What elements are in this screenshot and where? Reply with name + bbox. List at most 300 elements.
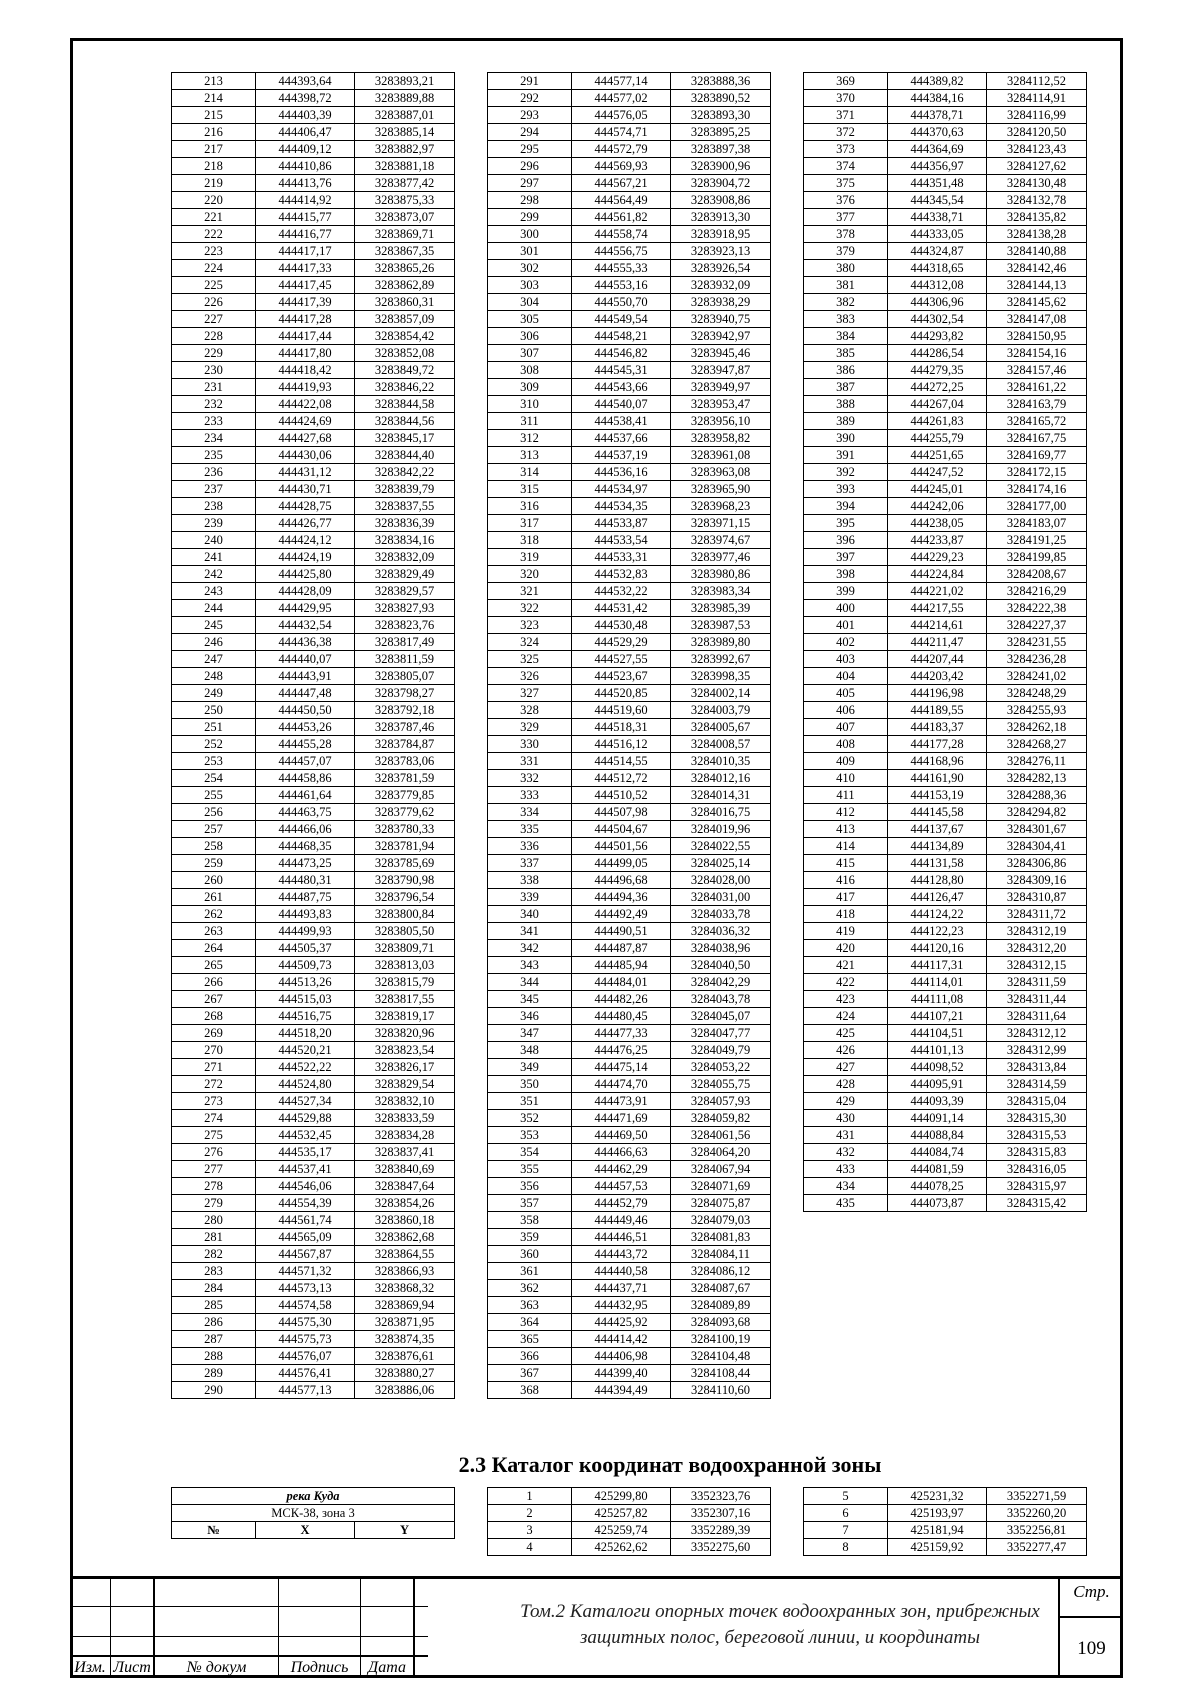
- y-coordinate: 3284301,67: [987, 821, 1087, 838]
- x-coordinate: 444455,28: [256, 736, 355, 753]
- y-coordinate: 3284057,93: [671, 1093, 771, 1110]
- x-coordinate: 444091,14: [888, 1110, 987, 1127]
- x-coordinate: 444095,91: [888, 1076, 987, 1093]
- point-number: 388: [804, 396, 888, 413]
- x-coordinate: 444425,80: [256, 566, 355, 583]
- y-coordinate: 3284304,41: [987, 838, 1087, 855]
- point-number: 311: [488, 413, 572, 430]
- table-row: [488, 668, 771, 685]
- point-number: 366: [488, 1348, 572, 1365]
- table-row: [804, 1042, 1087, 1059]
- x-coordinate: 444524,80: [256, 1076, 355, 1093]
- point-number: 242: [172, 566, 256, 583]
- x-coordinate: 444436,38: [256, 634, 355, 651]
- x-coordinate: 444519,60: [572, 702, 671, 719]
- y-coordinate: 3283844,56: [355, 413, 455, 430]
- y-coordinate: 3283792,18: [355, 702, 455, 719]
- point-number: 8: [804, 1539, 888, 1556]
- point-number: 320: [488, 566, 572, 583]
- table-row: [172, 362, 455, 379]
- x-coordinate: 444153,19: [888, 787, 987, 804]
- y-coordinate: 3283945,46: [671, 345, 771, 362]
- table-row: [488, 1161, 771, 1178]
- table-row: [172, 1212, 455, 1229]
- table-row: [804, 770, 1087, 787]
- point-number: 367: [488, 1365, 572, 1382]
- point-number: 302: [488, 260, 572, 277]
- point-number: 289: [172, 1365, 256, 1382]
- point-number: 219: [172, 175, 256, 192]
- column-header-number: №: [172, 1522, 256, 1539]
- point-number: 218: [172, 158, 256, 175]
- x-coordinate: 444429,95: [256, 600, 355, 617]
- x-coordinate: 444452,79: [572, 1195, 671, 1212]
- title-block: [70, 1576, 1123, 1678]
- table-row: [804, 719, 1087, 736]
- point-number: 307: [488, 345, 572, 362]
- x-coordinate: 444406,98: [572, 1348, 671, 1365]
- y-coordinate: 3284161,22: [987, 379, 1087, 396]
- point-number: 358: [488, 1212, 572, 1229]
- table-row: [804, 923, 1087, 940]
- table-row: [804, 651, 1087, 668]
- point-number: 435: [804, 1195, 888, 1212]
- y-coordinate: 3283834,16: [355, 532, 455, 549]
- point-number: 392: [804, 464, 888, 481]
- table-row: [488, 107, 771, 124]
- point-number: 334: [488, 804, 572, 821]
- x-coordinate: 444107,21: [888, 1008, 987, 1025]
- x-coordinate: 444410,86: [256, 158, 355, 175]
- x-coordinate: 444417,45: [256, 277, 355, 294]
- x-coordinate: 444247,52: [888, 464, 987, 481]
- y-coordinate: 3352307,16: [671, 1505, 771, 1522]
- table-row: [172, 821, 455, 838]
- table-row: [488, 804, 771, 821]
- point-number: 223: [172, 243, 256, 260]
- y-coordinate: 3283877,42: [355, 175, 455, 192]
- point-number: 262: [172, 906, 256, 923]
- point-number: 321: [488, 583, 572, 600]
- point-number: 329: [488, 719, 572, 736]
- table-row: [804, 294, 1087, 311]
- table-row: [488, 957, 771, 974]
- table-row: [488, 124, 771, 141]
- page-number: 109: [1077, 1638, 1106, 1659]
- table-row: [172, 1110, 455, 1127]
- point-number: 410: [804, 770, 888, 787]
- point-number: 310: [488, 396, 572, 413]
- y-coordinate: 3283942,97: [671, 328, 771, 345]
- y-coordinate: 3283897,38: [671, 141, 771, 158]
- table-row: [172, 549, 455, 566]
- table-row: [488, 1110, 771, 1127]
- y-coordinate: 3284310,87: [987, 889, 1087, 906]
- y-coordinate: 3283817,55: [355, 991, 455, 1008]
- point-number: 372: [804, 124, 888, 141]
- table-row: [172, 277, 455, 294]
- table-row: [488, 260, 771, 277]
- point-number: 416: [804, 872, 888, 889]
- y-coordinate: 3283974,67: [671, 532, 771, 549]
- stamp-label-date: Дата: [368, 1659, 406, 1676]
- y-coordinate: 3283947,87: [671, 362, 771, 379]
- point-number: 288: [172, 1348, 256, 1365]
- x-coordinate: 444214,61: [888, 617, 987, 634]
- x-coordinate: 444561,82: [572, 209, 671, 226]
- y-coordinate: 3283953,47: [671, 396, 771, 413]
- y-coordinate: 3283888,36: [671, 73, 771, 90]
- table-row: [804, 940, 1087, 957]
- y-coordinate: 3284012,16: [671, 770, 771, 787]
- table-row: [172, 464, 455, 481]
- y-coordinate: 3284216,29: [987, 583, 1087, 600]
- table-row: [172, 90, 455, 107]
- point-number: 412: [804, 804, 888, 821]
- point-number: 2: [488, 1505, 572, 1522]
- y-coordinate: 3284314,59: [987, 1076, 1087, 1093]
- x-coordinate: 444529,88: [256, 1110, 355, 1127]
- x-coordinate: 444417,17: [256, 243, 355, 260]
- table-row: [172, 345, 455, 362]
- table-row: [804, 702, 1087, 719]
- table-row: [172, 855, 455, 872]
- point-number: 213: [172, 73, 256, 90]
- point-number: 281: [172, 1229, 256, 1246]
- point-number: 357: [488, 1195, 572, 1212]
- x-coordinate: 444471,69: [572, 1110, 671, 1127]
- y-coordinate: 3284028,00: [671, 872, 771, 889]
- point-number: 245: [172, 617, 256, 634]
- x-coordinate: 444416,77: [256, 226, 355, 243]
- table-row: [172, 923, 455, 940]
- table-row: [488, 1042, 771, 1059]
- point-number: 236: [172, 464, 256, 481]
- table-row: [488, 498, 771, 515]
- x-coordinate: 444425,92: [572, 1314, 671, 1331]
- x-coordinate: 444406,47: [256, 124, 355, 141]
- x-coordinate: 444480,31: [256, 872, 355, 889]
- x-coordinate: 444499,05: [572, 855, 671, 872]
- point-number: 368: [488, 1382, 572, 1399]
- y-coordinate: 3284222,38: [987, 600, 1087, 617]
- table-row: [172, 974, 455, 991]
- point-number: 404: [804, 668, 888, 685]
- point-number: 318: [488, 532, 572, 549]
- table-row: [172, 1365, 455, 1382]
- table-row: [172, 940, 455, 957]
- table-row: [488, 413, 771, 430]
- table-row: [488, 1229, 771, 1246]
- x-coordinate: 444469,50: [572, 1127, 671, 1144]
- y-coordinate: 3283829,49: [355, 566, 455, 583]
- table-row: [488, 209, 771, 226]
- y-coordinate: 3284061,56: [671, 1127, 771, 1144]
- point-number: 283: [172, 1263, 256, 1280]
- y-coordinate: 3284019,96: [671, 821, 771, 838]
- point-number: 229: [172, 345, 256, 362]
- table-row: [488, 294, 771, 311]
- y-coordinate: 3283852,08: [355, 345, 455, 362]
- point-number: 234: [172, 430, 256, 447]
- table-row: [488, 1093, 771, 1110]
- point-number: 313: [488, 447, 572, 464]
- y-coordinate: 3284227,37: [987, 617, 1087, 634]
- point-number: 419: [804, 923, 888, 940]
- point-number: 314: [488, 464, 572, 481]
- coordinate-system: МСК-38, зона 3: [172, 1505, 455, 1522]
- table-row: [172, 566, 455, 583]
- y-coordinate: 3284315,42: [987, 1195, 1087, 1212]
- point-number: 406: [804, 702, 888, 719]
- point-number: 247: [172, 651, 256, 668]
- x-coordinate: 444221,02: [888, 583, 987, 600]
- point-number: 331: [488, 753, 572, 770]
- x-coordinate: 444430,06: [256, 447, 355, 464]
- table-row: [488, 532, 771, 549]
- table-row: [172, 158, 455, 175]
- x-coordinate: 425193,97: [888, 1505, 987, 1522]
- point-number: 244: [172, 600, 256, 617]
- table-row: [488, 328, 771, 345]
- point-number: 418: [804, 906, 888, 923]
- x-coordinate: 425257,82: [572, 1505, 671, 1522]
- y-coordinate: 3284071,69: [671, 1178, 771, 1195]
- point-number: 382: [804, 294, 888, 311]
- y-coordinate: 3284042,29: [671, 974, 771, 991]
- y-coordinate: 3283798,27: [355, 685, 455, 702]
- y-coordinate: 3284294,82: [987, 804, 1087, 821]
- point-number: 431: [804, 1127, 888, 1144]
- y-coordinate: 3283938,29: [671, 294, 771, 311]
- point-number: 5: [804, 1488, 888, 1505]
- y-coordinate: 3284031,00: [671, 889, 771, 906]
- y-coordinate: 3283826,17: [355, 1059, 455, 1076]
- x-coordinate: 444553,16: [572, 277, 671, 294]
- water-zone-table-1: [487, 1487, 771, 1556]
- x-coordinate: 444409,12: [256, 141, 355, 158]
- table-row: [172, 1331, 455, 1348]
- y-coordinate: 3283869,71: [355, 226, 455, 243]
- y-coordinate: 3283965,90: [671, 481, 771, 498]
- point-number: 417: [804, 889, 888, 906]
- y-coordinate: 3284112,52: [987, 73, 1087, 90]
- point-number: 400: [804, 600, 888, 617]
- point-number: 401: [804, 617, 888, 634]
- x-coordinate: 444474,70: [572, 1076, 671, 1093]
- x-coordinate: 444351,48: [888, 175, 987, 192]
- y-coordinate: 3284093,68: [671, 1314, 771, 1331]
- y-coordinate: 3284177,00: [987, 498, 1087, 515]
- point-number: 299: [488, 209, 572, 226]
- y-coordinate: 3284276,11: [987, 753, 1087, 770]
- x-coordinate: 444261,83: [888, 413, 987, 430]
- point-number: 3: [488, 1522, 572, 1539]
- point-number: 221: [172, 209, 256, 226]
- y-coordinate: 3283854,42: [355, 328, 455, 345]
- y-coordinate: 3284120,50: [987, 124, 1087, 141]
- x-coordinate: 444393,64: [256, 73, 355, 90]
- point-number: 346: [488, 1008, 572, 1025]
- y-coordinate: 3283926,54: [671, 260, 771, 277]
- table-row: [488, 1008, 771, 1025]
- y-coordinate: 3283839,79: [355, 481, 455, 498]
- x-coordinate: 444394,49: [572, 1382, 671, 1399]
- point-number: 286: [172, 1314, 256, 1331]
- table-row: [172, 1314, 455, 1331]
- table-row: [488, 243, 771, 260]
- point-number: 387: [804, 379, 888, 396]
- y-coordinate: 3283865,26: [355, 260, 455, 277]
- x-coordinate: 444504,67: [572, 821, 671, 838]
- y-coordinate: 3283968,23: [671, 498, 771, 515]
- point-number: 280: [172, 1212, 256, 1229]
- point-number: 285: [172, 1297, 256, 1314]
- y-coordinate: 3283805,07: [355, 668, 455, 685]
- point-number: 252: [172, 736, 256, 753]
- x-coordinate: 444417,39: [256, 294, 355, 311]
- x-coordinate: 444443,72: [572, 1246, 671, 1263]
- table-row: [488, 362, 771, 379]
- y-coordinate: 3284312,99: [987, 1042, 1087, 1059]
- x-coordinate: 444546,06: [256, 1178, 355, 1195]
- point-number: 421: [804, 957, 888, 974]
- x-coordinate: 444378,71: [888, 107, 987, 124]
- y-coordinate: 3284138,28: [987, 226, 1087, 243]
- y-coordinate: 3284154,16: [987, 345, 1087, 362]
- table-row: [488, 736, 771, 753]
- point-number: 269: [172, 1025, 256, 1042]
- x-coordinate: 444424,19: [256, 549, 355, 566]
- y-coordinate: 3284075,87: [671, 1195, 771, 1212]
- point-number: 373: [804, 141, 888, 158]
- table-row: [488, 175, 771, 192]
- x-coordinate: 444370,63: [888, 124, 987, 141]
- y-coordinate: 3284169,77: [987, 447, 1087, 464]
- table-row: [804, 906, 1087, 923]
- x-coordinate: 444440,58: [572, 1263, 671, 1280]
- x-coordinate: 444356,97: [888, 158, 987, 175]
- y-coordinate: 3283779,85: [355, 787, 455, 804]
- x-coordinate: 444569,93: [572, 158, 671, 175]
- table-row: [172, 328, 455, 345]
- point-number: 433: [804, 1161, 888, 1178]
- y-coordinate: 3283784,87: [355, 736, 455, 753]
- x-coordinate: 444417,80: [256, 345, 355, 362]
- x-coordinate: 444480,45: [572, 1008, 671, 1025]
- y-coordinate: 3284288,36: [987, 787, 1087, 804]
- point-number: 277: [172, 1161, 256, 1178]
- y-coordinate: 3284309,16: [987, 872, 1087, 889]
- y-coordinate: 3283958,82: [671, 430, 771, 447]
- point-number: 319: [488, 549, 572, 566]
- y-coordinate: 3283890,52: [671, 90, 771, 107]
- y-coordinate: 3283837,41: [355, 1144, 455, 1161]
- table-row: [172, 192, 455, 209]
- y-coordinate: 3284163,79: [987, 396, 1087, 413]
- table-row: [172, 260, 455, 277]
- column-header-y: Y: [355, 1522, 455, 1539]
- point-number: 287: [172, 1331, 256, 1348]
- point-number: 220: [172, 192, 256, 209]
- y-coordinate: 3283977,46: [671, 549, 771, 566]
- table-row: [488, 991, 771, 1008]
- x-coordinate: 444203,42: [888, 668, 987, 685]
- table-row: [172, 753, 455, 770]
- table-row: [488, 1522, 771, 1539]
- point-number: 227: [172, 311, 256, 328]
- y-coordinate: 3283989,80: [671, 634, 771, 651]
- point-number: 345: [488, 991, 572, 1008]
- x-coordinate: 444518,31: [572, 719, 671, 736]
- point-number: 340: [488, 906, 572, 923]
- table-row: [172, 379, 455, 396]
- table-row: [488, 515, 771, 532]
- y-coordinate: 3284087,67: [671, 1280, 771, 1297]
- point-number: 250: [172, 702, 256, 719]
- x-coordinate: 444512,72: [572, 770, 671, 787]
- point-number: 317: [488, 515, 572, 532]
- stamp-label-change: Изм.: [74, 1659, 106, 1676]
- x-coordinate: 444510,52: [572, 787, 671, 804]
- table-row: [804, 362, 1087, 379]
- y-coordinate: 3283876,61: [355, 1348, 455, 1365]
- x-coordinate: 444545,31: [572, 362, 671, 379]
- y-coordinate: 3284100,19: [671, 1331, 771, 1348]
- y-coordinate: 3283834,28: [355, 1127, 455, 1144]
- y-coordinate: 3283881,18: [355, 158, 455, 175]
- x-coordinate: 444466,63: [572, 1144, 671, 1161]
- x-coordinate: 444501,56: [572, 838, 671, 855]
- x-coordinate: 444538,41: [572, 413, 671, 430]
- table-row: [488, 685, 771, 702]
- table-row: [804, 1008, 1087, 1025]
- x-coordinate: 444458,86: [256, 770, 355, 787]
- table-row: [172, 1144, 455, 1161]
- x-coordinate: 444122,23: [888, 923, 987, 940]
- y-coordinate: 3284127,62: [987, 158, 1087, 175]
- table-row: [804, 1505, 1087, 1522]
- y-coordinate: 3352275,60: [671, 1539, 771, 1556]
- point-number: 266: [172, 974, 256, 991]
- table-row: [804, 957, 1087, 974]
- y-coordinate: 3283827,93: [355, 600, 455, 617]
- table-row: [488, 1212, 771, 1229]
- y-coordinate: 3283832,10: [355, 1093, 455, 1110]
- y-coordinate: 3284174,16: [987, 481, 1087, 498]
- x-coordinate: 444572,79: [572, 141, 671, 158]
- x-coordinate: 444473,25: [256, 855, 355, 872]
- table-row: [488, 1348, 771, 1365]
- table-row: [172, 685, 455, 702]
- y-coordinate: 3284079,03: [671, 1212, 771, 1229]
- point-number: 420: [804, 940, 888, 957]
- point-number: 376: [804, 192, 888, 209]
- y-coordinate: 3352277,47: [987, 1539, 1087, 1556]
- y-coordinate: 3283857,09: [355, 311, 455, 328]
- x-coordinate: 444312,08: [888, 277, 987, 294]
- table-row: [804, 1110, 1087, 1127]
- y-coordinate: 3283840,69: [355, 1161, 455, 1178]
- x-coordinate: 444493,83: [256, 906, 355, 923]
- x-coordinate: 444482,26: [572, 991, 671, 1008]
- x-coordinate: 444217,55: [888, 600, 987, 617]
- y-coordinate: 3283885,14: [355, 124, 455, 141]
- x-coordinate: 444417,44: [256, 328, 355, 345]
- table-row: [488, 464, 771, 481]
- y-coordinate: 3284268,27: [987, 736, 1087, 753]
- point-number: 393: [804, 481, 888, 498]
